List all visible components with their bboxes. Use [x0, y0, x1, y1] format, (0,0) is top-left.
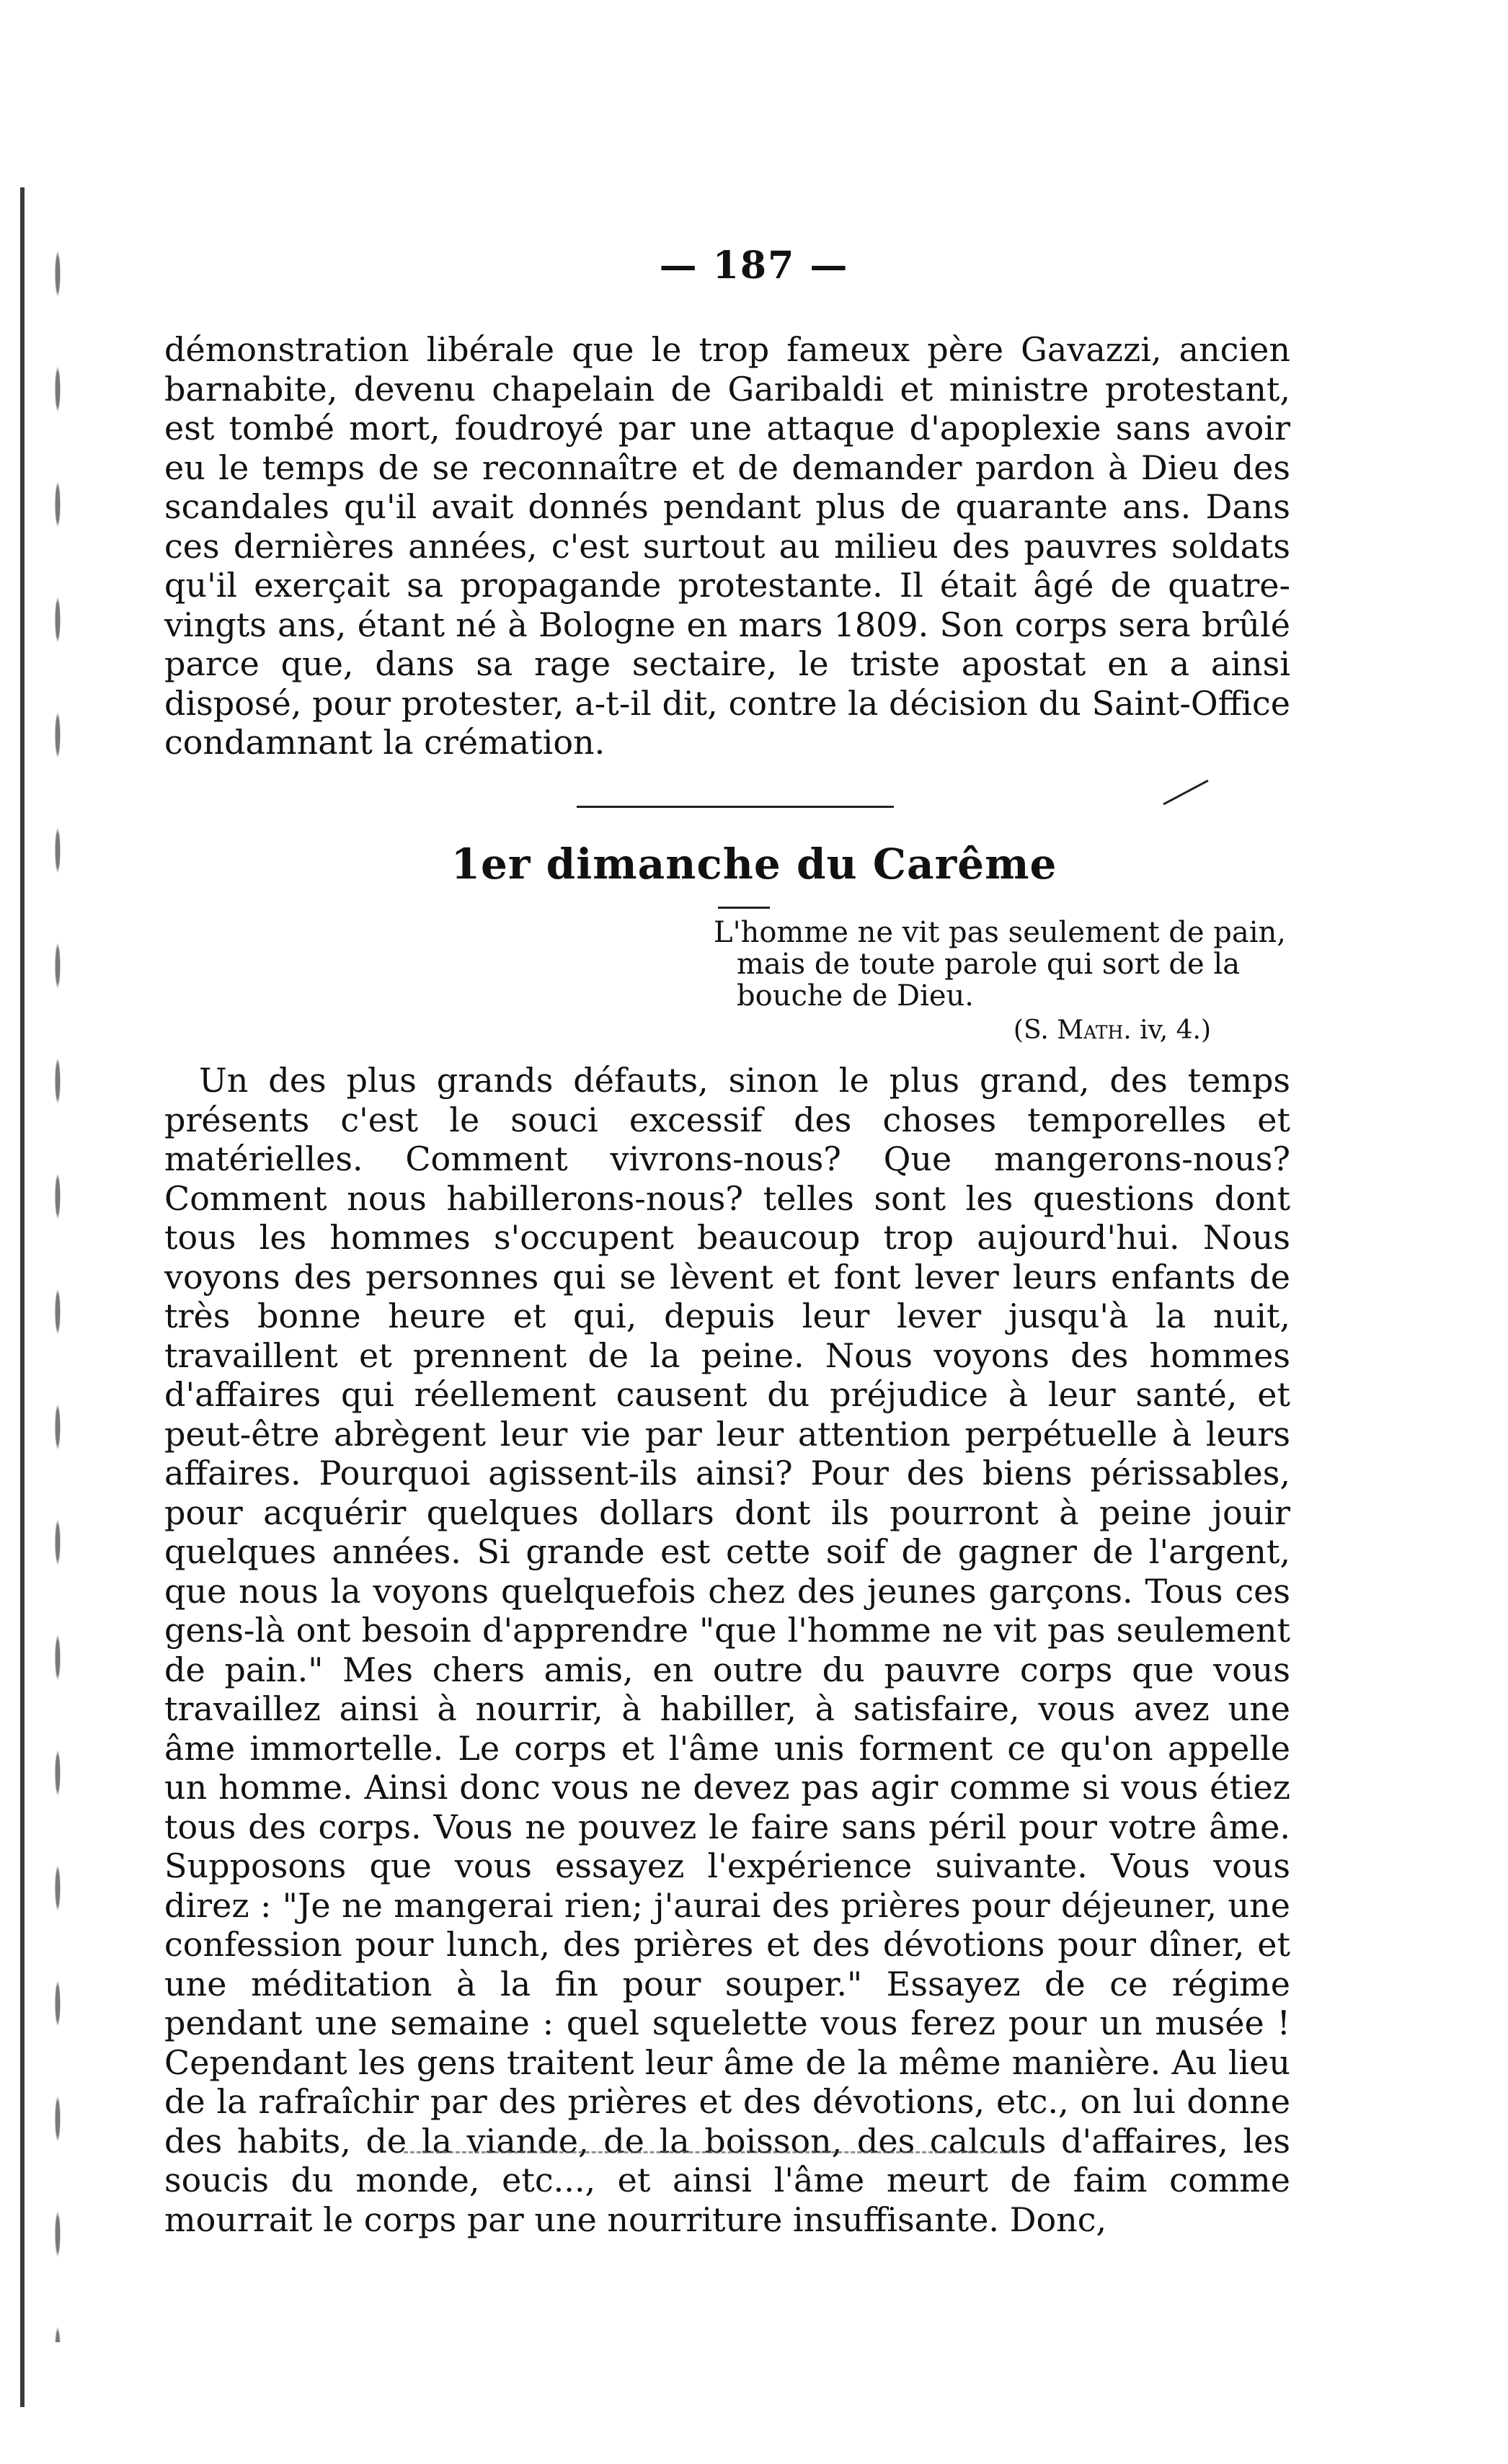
section-divider [577, 806, 894, 808]
epigraph-line-3: bouche de Dieu. [737, 979, 975, 1013]
epigraph [714, 917, 1290, 1046]
top-paragraph [164, 330, 1290, 762]
section-title: 1er dimanche du Carême [451, 840, 1057, 889]
top-paragraph-text: démonstration libérale que le trop fameux père Gavazzi, ancien barnabite, devenu chapelain de Garibaldi et ministre protestant, est tombé mort, foudroyé par une attaque d'apoplexie sans avoir eu le temps de se reconnaître et de demander pardon à Dieu des scandales qu'il avait donnés pendant plus de quarante ans. Dans ces dernières années, c'est surtout au milieu des pauvres soldats qu'il exerçait sa propagande protestante. Il était âgé de quatre-vingts ans, étant né à Bologne en mars 1809. Son corps sera brûlé parce que, dans sa rage sectaire, le triste apostat en a ainsi disposé, pour protester, a-t-il dit, contre la décision du Saint-Office condamnant la crémation. [164, 330, 1290, 762]
epigraph-line-1: L'homme ne vit pas seulement de pain, [714, 916, 1286, 949]
epigraph-source-verse: iv, 4.) [1131, 1015, 1211, 1045]
scan-edge-artifact [20, 187, 35, 2407]
epigraph-line-2: mais de toute parole qui sort de la [737, 948, 1241, 981]
scan-mark [1163, 780, 1208, 806]
scan-edge-specks [50, 216, 65, 2342]
title-underline [718, 907, 770, 909]
main-paragraph-text: Un des plus grands défauts, sinon le plus grand, des temps présents c'est le souci excessif des choses temporelles et matérielles. Comment vivrons-nous? Que mangerons-nous? Comment nous habillerons-nous? telles sont les questions dont tous les hommes s'occupent beaucoup trop aujourd'hui. Nous voyons des personnes qui se lèvent et font lever leurs enfants de très bonne heure et qui, depuis leur lever jusqu'à la nuit, travaillent et prennent de la peine. Nous voyons des hommes d'affaires qui réellement causent du préjudice à leur santé, et peut-être abrègent leur vie par leur attention perpétuelle à leurs affaires. Pourquoi agissent-ils ainsi? Pour des biens périssables, pour acquérir quelques dollars dont ils pourront à peine jouir quelques années. Si grande est cette soif de gagner de l'argent, que nous la voyons quelquefois chez des jeunes garçons. Tous ces gens-là ont besoin d'apprendre "que l'homme ne vit pas seulement de pain." Mes chers amis, en outre du pauvre corps que vous travaillez ainsi à nourrir, à habiller, à satisfaire, vous avez une âme immortelle. Le corps et l'âme unis forment ce qu'on appelle un homme. Ainsi donc vous ne devez pas agir comme si vous étiez tous des corps. Vous ne pouvez le faire sans péril pour votre âme. Supposons que vous essayez l'expérience suivante. Vous vous direz : "Je ne mangerai rien; j'aurai des prières pour déjeuner, une confession pour lunch, des prières et des dévotions pour dîner, et une méditation à la fin pour souper." Essayez de ce régime pendant une semaine : quel squelette vous ferez pour un musée ! Cependant les gens traitent leur âme de la même manière. Au lieu de la rafraîchir par des prières et des dévotions, etc., on lui donne des habits, de la viande, de la boisson, des calculs d'affaires, les soucis du monde, etc..., et ainsi l'âme meurt de faim comme mourrait le corps par une nourriture insuffisante. Donc, [164, 1061, 1290, 2239]
main-paragraph [164, 1061, 1290, 2239]
epigraph-source-book: Math. [1057, 1015, 1132, 1045]
page-number: — 187 — [659, 244, 849, 288]
scan-bottom-marks [404, 2151, 1024, 2153]
epigraph-source [714, 1015, 1290, 1046]
epigraph-source-prefix: (S. [1013, 1015, 1057, 1045]
